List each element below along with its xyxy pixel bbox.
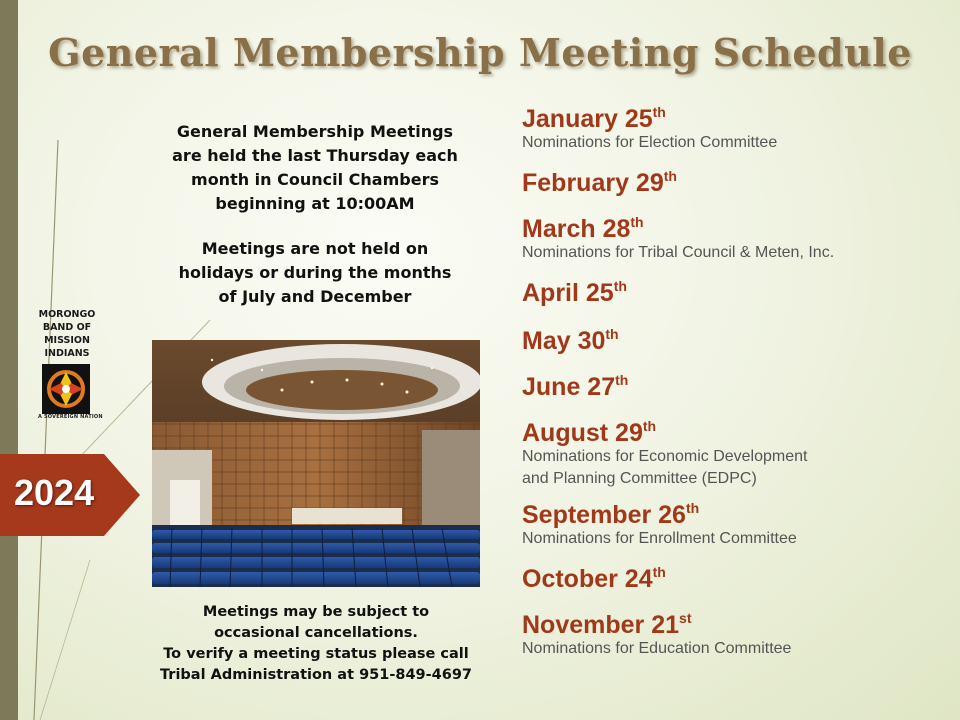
meeting-date: November 21st [522,610,692,639]
info-line: General Membership Meetings [176,122,454,141]
meeting-date: June 27th [522,372,629,401]
info-line: are held the last Thursday each [172,146,458,165]
schedule-entry [522,416,952,490]
meeting-date: January 25th [522,104,666,133]
meeting-date: October 24th [522,564,666,593]
meeting-date: September 26th [522,500,700,529]
meeting-date: February 29th [522,168,677,197]
schedule-entry [522,324,952,358]
cancellation-notice [140,602,492,686]
meeting-schedule-list [522,102,952,660]
meeting-note: Nominations for Economic Development [522,448,808,465]
meeting-note: Nominations for Enrollment Committee [522,530,797,547]
info-line: of July and December [218,287,412,306]
logo-tagline: A SOVEREIGN NATION [38,414,103,420]
meeting-note: Nominations for Education Committee [522,640,792,657]
logo-line: MORONGO [38,309,96,320]
council-chambers-photo [152,340,480,587]
morongo-logo [26,308,122,420]
info-line: beginning at 10:00AM [215,194,415,213]
meeting-info-paragraph-1 [150,120,480,216]
notice-line: Meetings may be subject to [202,604,430,620]
notice-line: Tribal Administration at 951-849-4697 [160,667,472,683]
info-line: Meetings are not held on [201,239,429,258]
meeting-note: and Planning Committee (EDPC) [522,470,757,487]
logo-line: INDIANS [44,348,90,359]
meeting-date: March 28th [522,214,644,243]
meeting-date: August 29th [522,418,657,447]
meeting-date: May 30th [522,326,619,355]
meeting-note: Nominations for Election Committee [522,134,778,151]
schedule-entry [522,370,952,404]
morongo-emblem-icon [42,364,90,414]
schedule-entry [522,102,952,154]
logo-line: BAND OF [42,322,92,333]
meeting-info-paragraph-2 [150,237,480,309]
schedule-entry [522,276,952,310]
info-line: month in Council Chambers [191,170,439,189]
meeting-note: Nominations for Tribal Council & Meten, Inc. [522,244,835,261]
logo-text [30,308,104,360]
year-label: 2024 [14,472,95,513]
notice-line: occasional cancellations. [214,625,418,641]
page-title: General Membership Meeting Schedule [48,30,912,75]
schedule-entry [522,562,952,596]
schedule-entry [522,212,952,264]
schedule-entry [522,498,952,550]
notice-line: To verify a meeting status please call [163,646,469,662]
meeting-date: April 25th [522,278,627,307]
schedule-entry [522,166,952,200]
schedule-entry [522,608,952,660]
logo-line: MISSION [44,335,90,346]
info-line: holidays or during the months [178,263,452,282]
